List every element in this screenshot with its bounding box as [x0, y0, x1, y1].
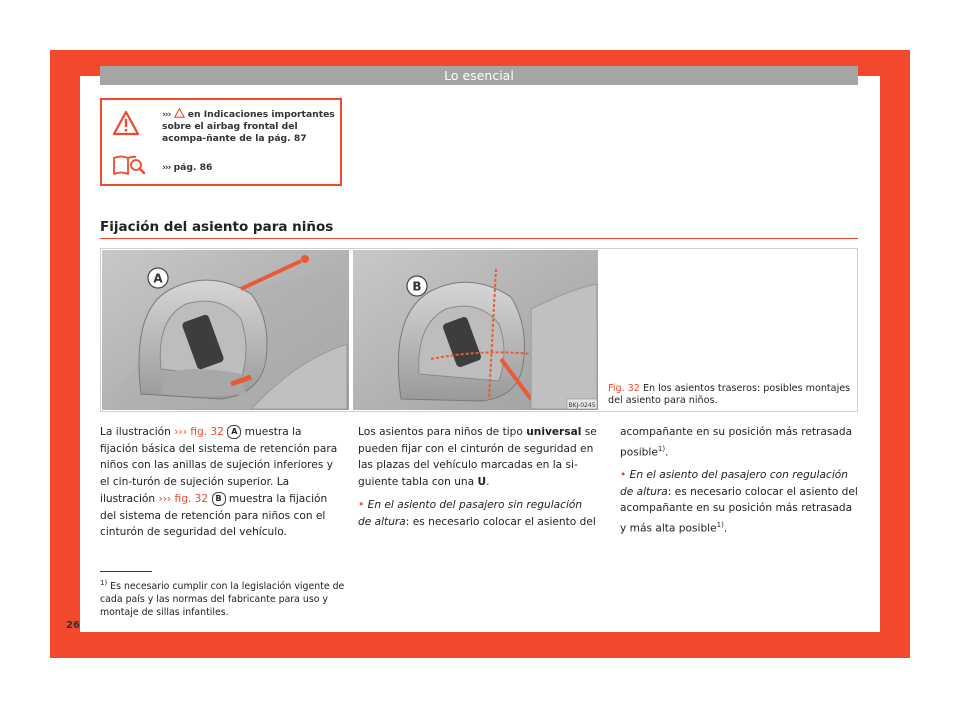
caption-figure-ref: Fig. 32 [608, 383, 640, 394]
label-b-marker [407, 276, 427, 296]
body-column-2 [358, 424, 598, 536]
warning-triangle-icon [112, 110, 140, 136]
header-title: Lo esencial [444, 68, 514, 83]
bullet-icon: • [358, 498, 365, 511]
warning-box [100, 98, 342, 186]
page-reference[interactable]: pág. 86 [173, 162, 213, 173]
text-run: acompañante en su posición más retrasada posible [620, 426, 853, 459]
footnote-text: Es necesario cumplir con la legislación vigente de cada país y las normas del fabricante para uso y montaje de sillas infantiles. [100, 581, 345, 619]
figure-code: BKJ-0245 [568, 402, 596, 409]
bold-term: universal [526, 426, 582, 438]
text-run: La ilustración [100, 426, 175, 438]
text-run: muestra la fijación del sistema de retención para niños con el cinturón de seguridad del vehículo. [100, 492, 328, 539]
footnote-marker: 1) [657, 444, 666, 453]
link-arrows: ››› [162, 162, 171, 173]
label-b: B [412, 279, 422, 294]
link-arrows: ››› [162, 109, 171, 120]
paragraph [620, 424, 860, 461]
book-magnifier-icon [112, 152, 146, 178]
caption-text: En los asientos traseros: posibles montajes del asiento para niños. [608, 383, 851, 406]
italic-term: En el asiento del pasajero con regulación de altura [620, 468, 848, 498]
label-a-marker [148, 268, 168, 288]
warning-text-1 [162, 108, 340, 145]
text-run: : es necesario colocar el asiento del [405, 515, 596, 528]
bold-term: U [477, 476, 487, 489]
small-warning-icon [174, 108, 185, 118]
figure-link[interactable]: ››› fig. 32 [158, 492, 209, 505]
text-run: . [665, 446, 669, 459]
text-run: . [723, 522, 728, 535]
badge-b: B [212, 492, 226, 506]
badge-a: A [227, 425, 241, 439]
bullet-icon: • [620, 468, 627, 481]
text-run: : es necesario colocar el asiento del acompañante en su posición más retrasada y más alta posible [620, 485, 858, 535]
bullet-item [620, 467, 860, 537]
body-column-3 [620, 424, 860, 543]
footnote-marker: 1) [716, 521, 724, 530]
panel-a [102, 250, 349, 410]
bullet-item [358, 497, 598, 530]
figure-link[interactable]: ››› fig. 32 [174, 426, 224, 438]
footnote-mark: 1) [100, 579, 108, 587]
text-run: Los asientos para niños de tipo [358, 426, 527, 438]
body-column-1 [100, 424, 340, 541]
page-header [100, 66, 858, 85]
section-title: Fijación del asiento para niños [100, 219, 334, 235]
warning-text-2 [162, 162, 212, 173]
warning-reference[interactable]: en Indicaciones importantes sobre el airbag frontal del acompa-ñante de la pág. 87 [162, 109, 335, 144]
text-run: se pueden fijar con el cinturón de seguridad en las plazas del vehículo marcadas en la si-guiente tabla con una [358, 426, 597, 489]
section-divider [100, 238, 858, 239]
paragraph [358, 424, 598, 491]
footnote-divider [100, 571, 152, 572]
text-run: . [486, 476, 490, 489]
italic-term: En el asiento del pasajero sin regulación de altura [358, 498, 583, 528]
figure-caption [608, 383, 858, 407]
panel-b [353, 250, 598, 410]
page-number: 26 [66, 620, 80, 631]
footnote [100, 577, 345, 619]
label-a: A [153, 271, 163, 286]
text-run: muestra la fijación básica del sistema de retención para niños con las anillas de sujeción inferiores y el cin-turón de sujeción superior. La ilustración [100, 426, 338, 505]
